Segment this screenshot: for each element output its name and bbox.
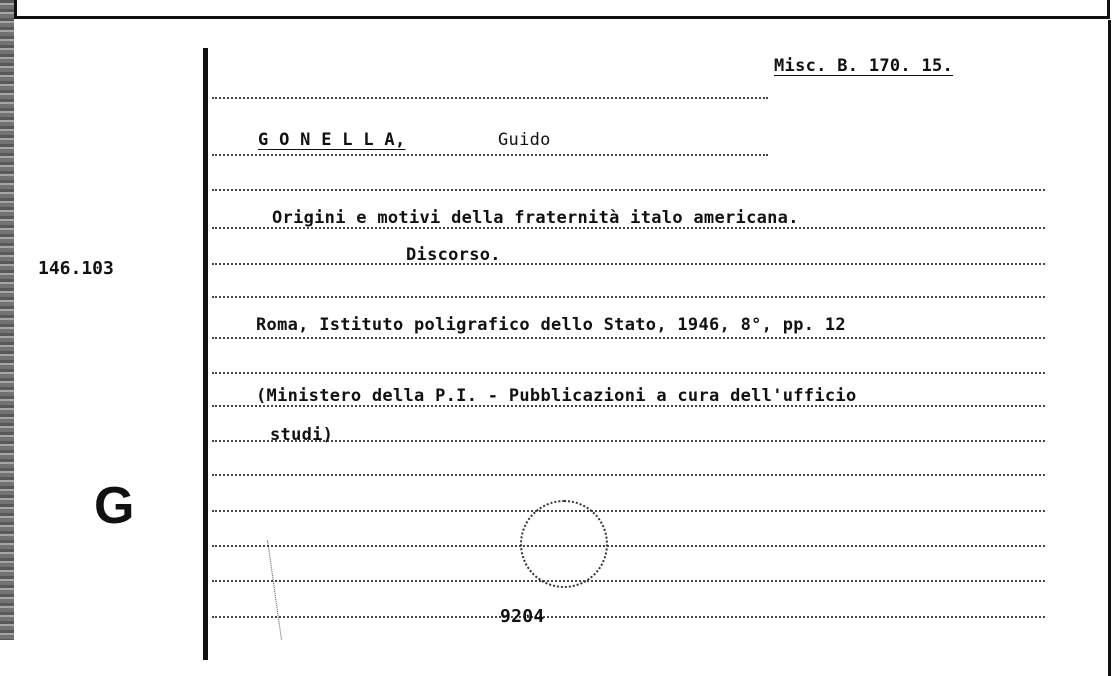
ruled-line: [212, 440, 1045, 442]
margin-spine-line: [203, 48, 208, 660]
series-line-1: (Ministero della P.I. - Pubblicazioni a cura dell'ufficio: [256, 386, 857, 406]
ruled-line: [212, 97, 768, 99]
card-left-edge: [0, 0, 14, 640]
author-given-name: Guido: [498, 130, 551, 150]
card-right-edge: [1108, 20, 1111, 676]
shelfmark: Misc. B. 170. 15.: [774, 56, 954, 76]
ruled-line: [212, 616, 1045, 618]
ruled-line: [212, 263, 1045, 265]
card-top-edge: [14, 0, 1110, 19]
library-stamp: [520, 500, 608, 588]
ruled-line: [212, 545, 1045, 547]
title-line-1: Origini e motivi della fraternità italo americana.: [272, 208, 799, 228]
ruled-line: [212, 372, 1045, 374]
ruled-line: [212, 296, 1045, 298]
author-surname: G O N E L L A,: [258, 130, 406, 150]
title-line-2: Discorso.: [406, 245, 501, 265]
ruled-line: [212, 337, 1045, 339]
accession-number: 146.103: [38, 258, 114, 279]
ruled-line: [212, 580, 1045, 582]
series-line-2: studi): [270, 425, 334, 445]
ruled-line: [212, 510, 1045, 512]
ruled-line: [212, 189, 1045, 191]
pencil-mark: [267, 540, 282, 639]
ruled-line: [212, 474, 1045, 476]
filing-letter: G: [94, 477, 135, 535]
ruled-line: [212, 154, 768, 156]
stamp-number: 9204: [500, 606, 545, 627]
imprint: Roma, Istituto poligrafico dello Stato, 1946, 8°, pp. 12: [256, 315, 846, 335]
